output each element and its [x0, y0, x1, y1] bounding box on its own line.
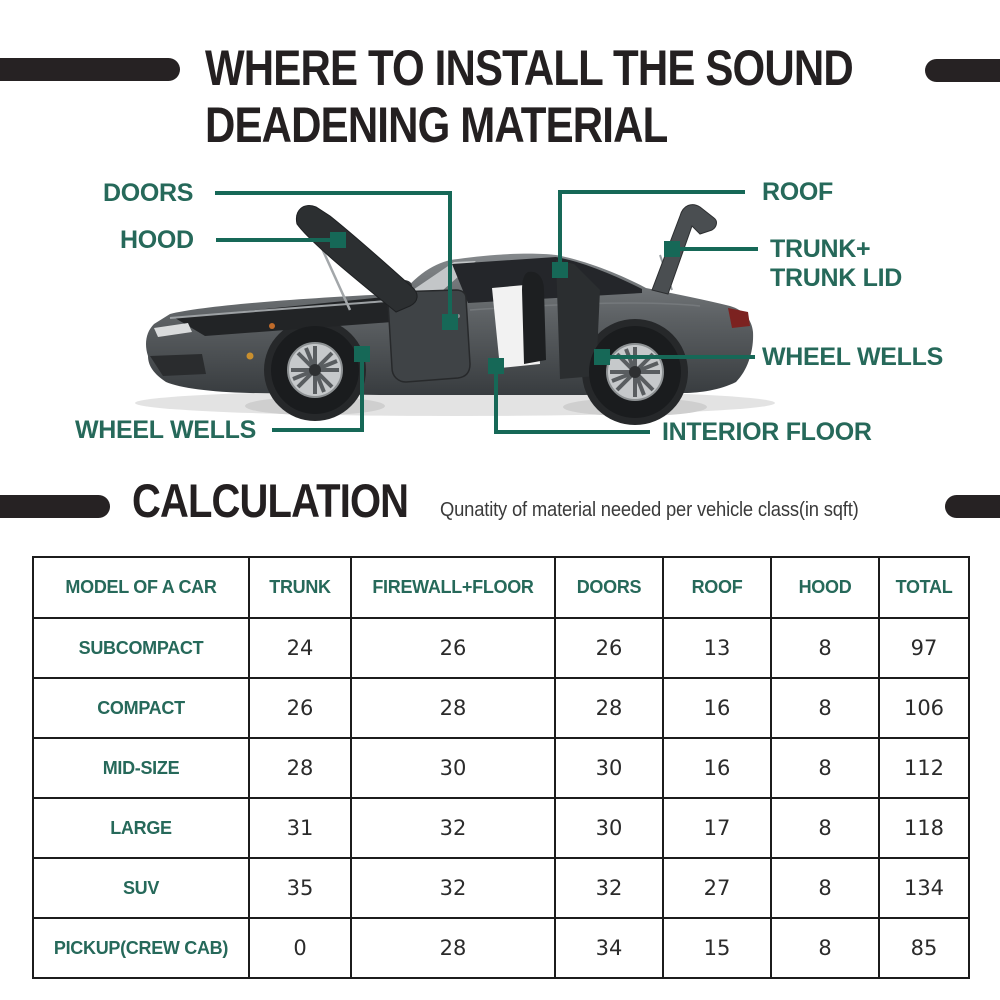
decorative-bar-top-left	[0, 58, 180, 81]
callout-marker-wheel-wells-right	[594, 349, 610, 365]
cell-trunk: 24	[249, 618, 351, 678]
label-trunk-line2: TRUNK LID	[770, 264, 903, 292]
cell-trunk: 26	[249, 678, 351, 738]
cell-firewall-floor: 30	[351, 738, 555, 798]
cell-firewall-floor: 32	[351, 858, 555, 918]
label-interior-floor: INTERIOR FLOOR	[662, 418, 872, 446]
cell-hood: 8	[771, 678, 879, 738]
callout-line-roof	[560, 192, 745, 262]
cell-trunk: 35	[249, 858, 351, 918]
cell-firewall-floor: 28	[351, 918, 555, 978]
cell-total: 97	[879, 618, 969, 678]
front-wheel	[271, 326, 359, 414]
callout-marker-interior-floor	[488, 358, 504, 374]
cell-doors: 30	[555, 738, 663, 798]
col-header-hood: HOOD	[771, 557, 879, 618]
cell-roof: 16	[663, 738, 771, 798]
calculation-subtitle: Qunatity of material needed per vehicle class(in sqft)	[440, 499, 859, 521]
col-header-roof: ROOF	[663, 557, 771, 618]
car-seat	[522, 272, 546, 364]
table-header-row	[33, 557, 969, 618]
cell-firewall-floor: 32	[351, 798, 555, 858]
cell-doors: 26	[555, 618, 663, 678]
cell-doors: 32	[555, 858, 663, 918]
page-title-line2: DEADENING MATERIAL	[205, 97, 668, 153]
callout-marker-trunk	[664, 241, 680, 257]
table-row	[33, 678, 969, 738]
cell-hood: 8	[771, 618, 879, 678]
cell-hood: 8	[771, 918, 879, 978]
calculation-title: CALCULATION	[132, 474, 409, 527]
cell-doors: 30	[555, 798, 663, 858]
cell-model: LARGE	[33, 798, 249, 858]
cell-model: SUBCOMPACT	[33, 618, 249, 678]
col-header-model: MODEL OF A CAR	[33, 557, 249, 618]
cell-total: 112	[879, 738, 969, 798]
col-header-trunk: TRUNK	[249, 557, 351, 618]
rear-wheel	[589, 326, 681, 418]
cell-total: 134	[879, 858, 969, 918]
callout-marker-wheel-wells-left	[354, 346, 370, 362]
cell-roof: 15	[663, 918, 771, 978]
cell-firewall-floor: 26	[351, 618, 555, 678]
table-row	[33, 618, 969, 678]
cell-firewall-floor: 28	[351, 678, 555, 738]
table-row	[33, 738, 969, 798]
col-header-total: TOTAL	[879, 557, 969, 618]
label-wheel-wells-right: WHEEL WELLS	[762, 343, 943, 371]
car-diagram	[0, 160, 1000, 490]
callout-marker-doors	[442, 314, 458, 330]
decorative-bar-calc-left	[0, 495, 110, 518]
cell-total: 118	[879, 798, 969, 858]
table-row	[33, 798, 969, 858]
cell-roof: 17	[663, 798, 771, 858]
cell-hood: 8	[771, 738, 879, 798]
cell-model: COMPACT	[33, 678, 249, 738]
cell-hood: 8	[771, 858, 879, 918]
table-row	[33, 858, 969, 918]
label-roof: ROOF	[762, 178, 834, 206]
cell-hood: 8	[771, 798, 879, 858]
material-table	[32, 556, 968, 979]
cell-total: 85	[879, 918, 969, 978]
cell-model: SUV	[33, 858, 249, 918]
decorative-bar-calc-right	[945, 495, 1000, 518]
callout-marker-roof	[552, 262, 568, 278]
material-quantity-table	[32, 556, 970, 979]
cell-roof: 16	[663, 678, 771, 738]
page-title-line1: WHERE TO INSTALL THE SOUND	[205, 40, 853, 96]
label-trunk-line1: TRUNK+	[770, 235, 871, 263]
label-wheel-wells-left: WHEEL WELLS	[75, 416, 256, 444]
label-doors: DOORS	[103, 179, 194, 207]
page-title	[205, 40, 976, 154]
callout-marker-hood	[330, 232, 346, 248]
col-header-firewall-floor: FIREWALL+FLOOR	[351, 557, 555, 618]
cell-roof: 13	[663, 618, 771, 678]
cell-doors: 34	[555, 918, 663, 978]
cell-model: MID-SIZE	[33, 738, 249, 798]
table-row	[33, 918, 969, 978]
cell-trunk: 31	[249, 798, 351, 858]
col-header-doors: DOORS	[555, 557, 663, 618]
cell-roof: 27	[663, 858, 771, 918]
cell-model: PICKUP(CREW CAB)	[33, 918, 249, 978]
label-hood: HOOD	[120, 226, 194, 254]
cell-doors: 28	[555, 678, 663, 738]
cell-trunk: 28	[249, 738, 351, 798]
cell-trunk: 0	[249, 918, 351, 978]
cell-total: 106	[879, 678, 969, 738]
label-trunk	[770, 235, 902, 293]
